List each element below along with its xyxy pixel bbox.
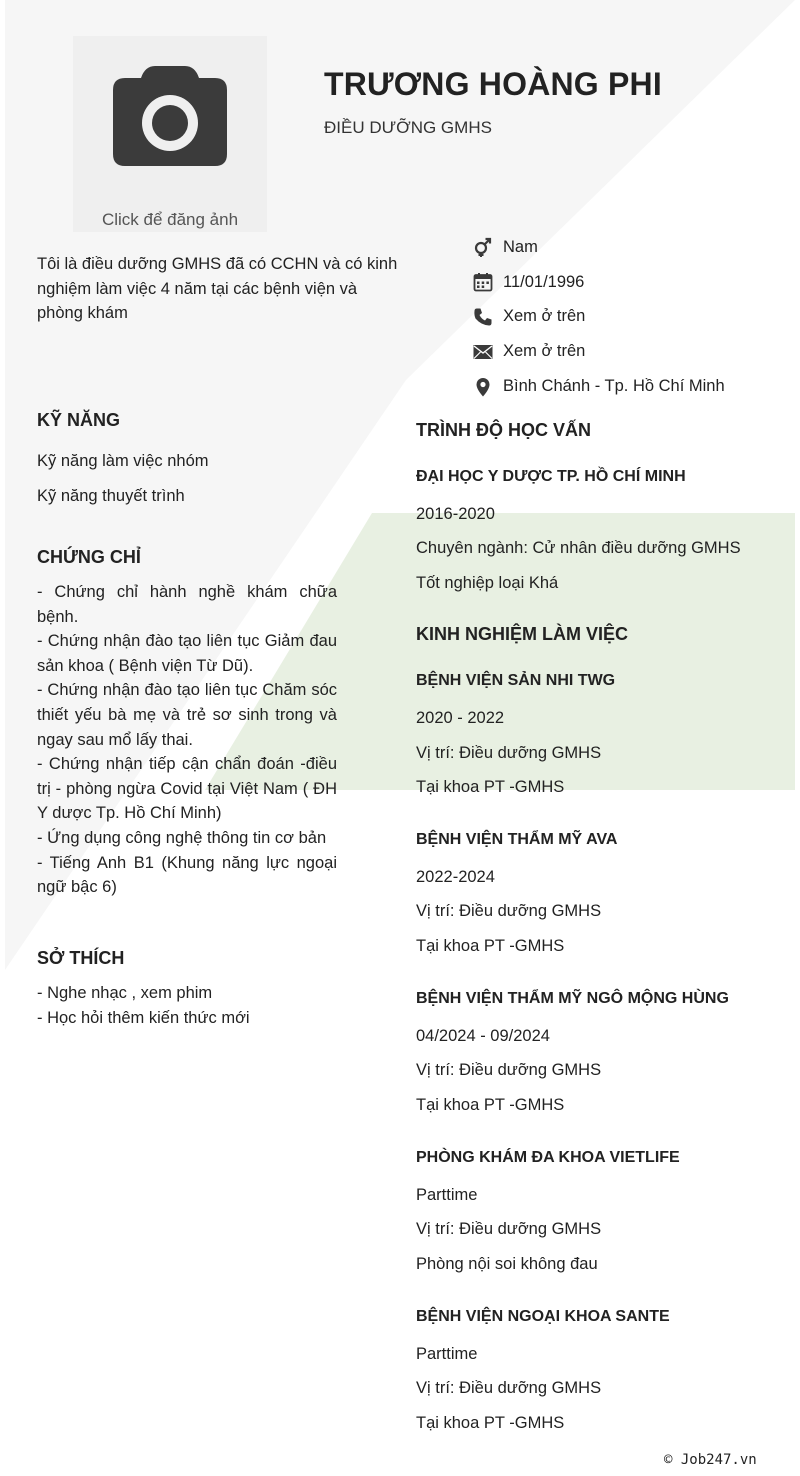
phone-icon — [472, 306, 494, 328]
candidate-name: TRƯƠNG HOÀNG PHI — [324, 66, 662, 102]
job-department: Tại khoa PT -GMHS — [416, 1414, 565, 1432]
skill-item: Kỹ năng thuyết trình — [37, 487, 185, 505]
job-period: 2020 - 2022 — [416, 709, 505, 727]
hobbies-list — [37, 981, 250, 1030]
job-position: Vị trí: Điều dưỡng GMHS — [416, 1379, 602, 1397]
hobbies-heading: SỞ THÍCH — [37, 948, 125, 968]
job-period: Parttime — [416, 1345, 478, 1363]
job-company: BỆNH VIỆN NGOẠI KHOA SANTE — [416, 1308, 670, 1325]
certificate-item: - Tiếng Anh B1 (Khung năng lực ngoại ngữ bậc 6) — [37, 853, 337, 897]
job-company: BỆNH VIỆN THẨM MỸ NGÔ MỘNG HÙNG — [416, 990, 729, 1007]
calendar-icon — [472, 271, 494, 293]
certificate-item: - Chứng nhận đào tạo liên tục Chăm sóc thiết yếu bà mẹ và trẻ sơ sinh trong và ngay sau mổ lấy thai. — [37, 681, 337, 749]
address-value: Bình Chánh - Tp. Hồ Chí Minh — [503, 377, 725, 396]
personal-info — [472, 230, 725, 404]
phone-value: Xem ở trên — [503, 307, 586, 326]
job-position: Vị trí: Điều dưỡng GMHS — [416, 1061, 602, 1079]
education-heading: TRÌNH ĐỘ HỌC VẤN — [416, 420, 591, 440]
experience-heading: KINH NGHIỆM LÀM VIỆC — [416, 624, 629, 644]
certificates-list — [37, 580, 337, 900]
job-company: BỆNH VIỆN SẢN NHI TWG — [416, 672, 616, 689]
location-pin-icon — [472, 376, 494, 398]
job-department: Tại khoa PT -GMHS — [416, 1096, 565, 1114]
camera-icon — [111, 64, 229, 168]
education-grade: Tốt nghiệp loại Khá — [416, 574, 559, 592]
job-department: Tại khoa PT -GMHS — [416, 937, 565, 955]
envelope-icon — [472, 341, 494, 363]
email-value: Xem ở trên — [503, 342, 586, 361]
job-department: Phòng nội soi không đau — [416, 1255, 598, 1273]
certificate-item: - Chứng nhận tiếp cận chẩn đoán -điều trị - phòng ngừa Covid tại Việt Nam ( ĐH Y dược Tp. Hồ Chí Minh) — [37, 755, 337, 823]
footer-copyright[interactable]: © Job247.vn — [664, 1452, 757, 1468]
job-period: 2022-2024 — [416, 868, 495, 886]
info-address — [472, 369, 725, 404]
skill-item: Kỹ năng làm việc nhóm — [37, 452, 209, 470]
certificates-heading: CHỨNG CHỈ — [37, 547, 141, 567]
info-email — [472, 334, 725, 369]
job-period: Parttime — [416, 1186, 478, 1204]
candidate-title: ĐIỀU DƯỠNG GMHS — [324, 118, 492, 137]
photo-upload[interactable] — [73, 36, 267, 232]
job-company: PHÒNG KHÁM ĐA KHOA VIETLIFE — [416, 1149, 680, 1166]
hobby-item: - Học hỏi thêm kiến thức mới — [37, 1008, 250, 1027]
job-position: Vị trí: Điều dưỡng GMHS — [416, 1220, 602, 1238]
skills-heading: KỸ NĂNG — [37, 410, 121, 430]
hobby-item: - Nghe nhạc , xem phim — [37, 984, 213, 1002]
job-department: Tại khoa PT -GMHS — [416, 778, 565, 796]
education-major: Chuyên ngành: Cử nhân điều dưỡng GMHS — [416, 539, 741, 557]
job-period: 04/2024 - 09/2024 — [416, 1027, 550, 1045]
photo-upload-label: Click để đăng ảnh — [101, 210, 239, 229]
summary-text: Tôi là điều dưỡng GMHS đã có CCHN và có kinh nghiệm làm việc 4 năm tại các bệnh viện và phòng khám — [37, 255, 398, 322]
education-school: ĐẠI HỌC Y DƯỢC TP. HỒ CHÍ MINH — [416, 468, 686, 485]
certificate-item: - Chứng nhận đào tạo liên tục Giảm đau sản khoa ( Bệnh viện Từ Dũ). — [37, 632, 337, 675]
info-birthdate — [472, 265, 725, 300]
gender-icon — [472, 236, 494, 258]
gender-value: Nam — [503, 237, 538, 256]
job-company: BỆNH VIỆN THẨM MỸ AVA — [416, 831, 618, 848]
job-position: Vị trí: Điều dưỡng GMHS — [416, 744, 602, 762]
job-position: Vị trí: Điều dưỡng GMHS — [416, 902, 602, 920]
certificate-item: - Chứng chỉ hành nghề khám chữa bệnh. — [37, 583, 337, 626]
birthdate-value: 11/01/1996 — [503, 272, 585, 291]
education-period: 2016-2020 — [416, 505, 495, 523]
certificate-item: - Ứng dụng công nghệ thông tin cơ bản — [37, 828, 327, 847]
info-gender — [472, 230, 725, 265]
info-phone — [472, 300, 725, 335]
